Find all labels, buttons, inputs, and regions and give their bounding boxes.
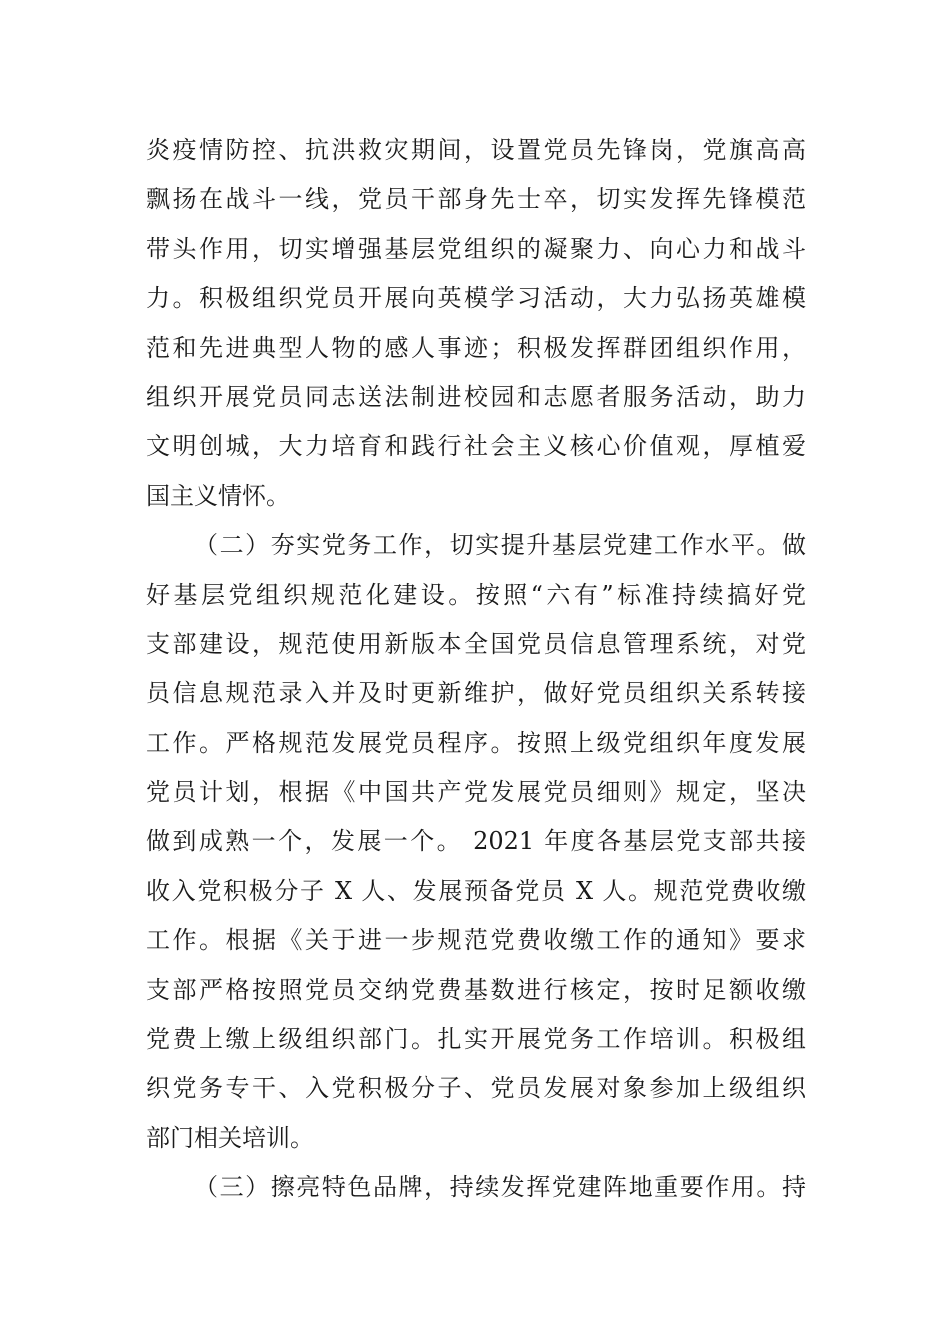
text-line: 好基层党组织规范化建设。按照“六有”标准持续搞好党 xyxy=(146,580,806,609)
text-line: 部门相关培训。 xyxy=(146,1123,314,1152)
text-line: 文明创城，大力培育和践行社会主义核心价值观，厚植爱 xyxy=(146,432,806,461)
text-line: 员信息规范录入并及时更新维护，做好党员组织关系转接 xyxy=(146,679,806,708)
text-line: 织党务专干、入党积极分子、党员发展对象参加上级组织 xyxy=(146,1074,806,1103)
text-line: 带头作用，切实增强基层党组织的凝聚力、向心力和战斗 xyxy=(146,234,806,263)
body-text xyxy=(146,126,806,1213)
text-line: 国主义情怀。 xyxy=(146,481,290,510)
text-line: 组织开展党员同志送法制进校园和志愿者服务活动，助力 xyxy=(146,382,806,411)
text-line: 飘扬在战斗一线，党员干部身先士卒，切实发挥先锋模范 xyxy=(146,185,806,214)
text-line: 党费上缴上级组织部门。扎实开展党务工作培训。积极组 xyxy=(146,1025,806,1054)
text-line: 力。积极组织党员开展向英模学习活动，大力弘扬英雄模 xyxy=(146,284,806,313)
text-line: 收入党积极分子 X 人、发展预备党员 X 人。规范党费收缴 xyxy=(146,876,806,905)
section-heading-line: （二）夯实党务工作，切实提升基层党建工作水平。做 xyxy=(194,531,806,560)
text-line: 范和先进典型人物的感人事迹；积极发挥群团组织作用， xyxy=(146,333,806,362)
text-line: 炎疫情防控、抗洪救灾期间，设置党员先锋岗，党旗高高 xyxy=(146,136,806,164)
text-line: 工作。严格规范发展党员程序。按照上级党组织年度发展 xyxy=(146,728,806,757)
text-line: 党员计划，根据《中国共产党发展党员细则》规定，坚决 xyxy=(146,778,806,807)
text-line: 支部严格按照党员交纳党费基数进行核定，按时足额收缴 xyxy=(146,975,806,1004)
text-line: 工作。根据《关于进一步规范党费收缴工作的通知》要求 xyxy=(146,926,806,955)
text-line: 支部建设，规范使用新版本全国党员信息管理系统，对党 xyxy=(146,629,806,658)
text-line: 做到成熟一个，发展一个。 2021 年度各基层党支部共接 xyxy=(146,827,806,856)
section-heading-line: （三）擦亮特色品牌，持续发挥党建阵地重要作用。持 xyxy=(194,1173,806,1202)
